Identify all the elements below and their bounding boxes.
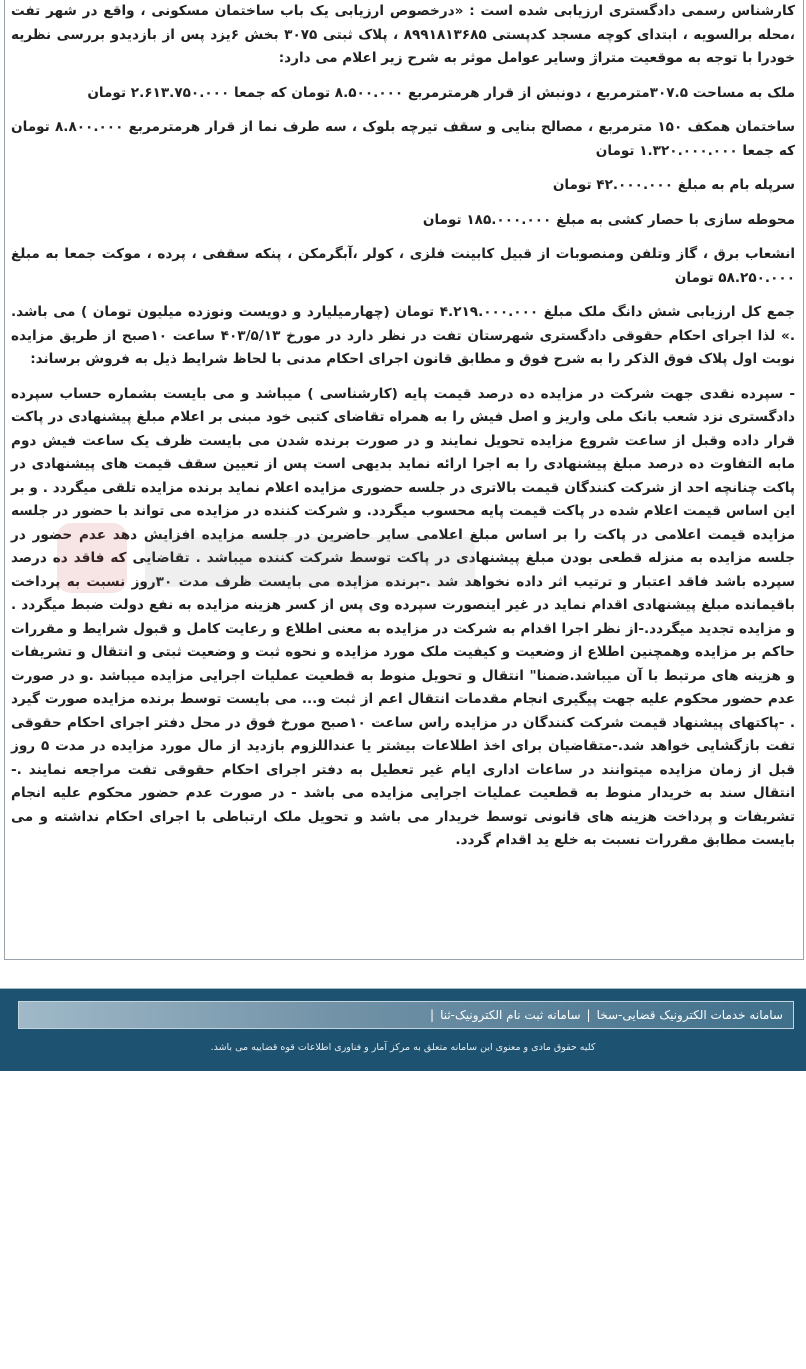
document-panel bbox=[4, 0, 804, 960]
paragraph-yard: محوطه سازی با حصار کشی به مبلغ ۱۸۵.۰۰۰.۰۰۰ تومان bbox=[422, 211, 795, 228]
paragraph-building: ساختمان همکف ۱۵۰ مترمربع ، مصالح بنایی و سقف تیرچه بلوک ، سه طرف نما از قرار هرمترمربع ۸.۸۰۰.۰۰۰ تومان که جمعا ۱.۳۲۰.۰۰۰.۰۰۰ تومان bbox=[11, 119, 795, 159]
paragraph-land: ملک به مساحت ۳۰۷.۵مترمربع ، دونبش از قرار هرمترمربع ۸.۵۰۰.۰۰۰ تومان که جمعا ۲.۶۱۳.۷۵۰.۰۰۰ تومان bbox=[87, 84, 795, 101]
footer-separator-end: | bbox=[430, 1008, 435, 1022]
paragraph-intro: کارشناس رسمی دادگستری ارزیابی شده است : «درخصوص ارزیابی یک باب ساختمان مسکونی ، واقع در شهر تفت ،محله برالسویه ، ابتدای کوچه مسجد کدپستی ۸۹۹۱۸۱۳۶۸۵ ، پلاک ثبتی ۳۰۷۵ بخش ۶یزد پس از بازدیدو بررسی نظریه خودرا با توجه به موقعیت متراژ وسایر عوامل موثر به شرح زیر اعلام می دارد: bbox=[11, 3, 795, 66]
paragraph-conditions: - سپرده نقدی جهت شرکت در مزایده ده درصد قیمت پایه (کارشناسی ) میباشد و می بایست بشماره حساب سپرده دادگستری نزد شعب بانک ملی واریز و اصل فیش را به همراه تقاضای کتبی خود مبنی بر اعلام مبلغ پیشنهادی در پاکت قرار داده وقبل از ساعت شروع مزایده تحویل نمایند و در صورت برنده شدن می بایست ظرف یک ساعت فیش دوم مابه التفاوت ده درصد مبلغ پیشنهادی را به اجرا ارائه نماید بدیهی است پس از تعیین سقف قیمت های پیشنهادی در پاکت چنانچه احد از شرکت کنندگان قیمت بالاتری در جلسه حضوری مزایده اعلام نماید برنده مزایده تلقی میگردد . و بر این اساس قیمت اعلام شده در پاکت قیمت پایه محسوب میگردد. و شرکت کننده در مزایده می تواند با حضور در جلسه مزایده قیمت اعلامی در پاکت را بر اساس مبلغ اعلامی سایر حاضرین در جلسه مزایده افزایش دهد عدم حضور در جلسه مزایده به منزله قطعی بودن مبلغ پیشنهادی در پاکت توسط شرکت کننده میباشد . تقاضایی که فاقد ده درصد سپرده باشد فاقد اعتبار و ترتیب اثر داده نخواهد شد .-برنده مزایده می بایست ظرف مدت ۳۰روز نسبت به پرداخت باقیمانده مبلغ پیشنهادی اقدام نماید در غیر اینصورت سپرده وی پس از کسر هزینه مزایده به نفع دولت ضبط میگردد . و مزایده تجدید میگردد.-از نظر اجرا اقدام به شرکت در مزایده به معنی اطلاع و رعایت کامل و قبول شرایط و مقررات حاکم بر مزایده وهمچنین اطلاع از وضعیت و کیفیت ملک مورد مزایده و نحوه ثبت و وضعیت ثبتی و انتقال و تشریفات و هزینه های مرتبط با آن میباشد.ضمنا" انتقال و تحویل منوط به قطعیت عملیات اجرایی مزایده میباشد .و در صورت عدم حضور محکوم علیه جهت پیگیری انجام مقدمات انتقال اعم از ثبت و... می بایست توسط برنده مزایده صورت گیرد . -پاکتهای پیشنهاد قیمت شرکت کنندگان در مزایده راس ساعت ۱۰صبح مورخ فوق در محل دفتر اجرای احکام حقوقی تفت بازگشایی خواهد شد.-متقاضیان برای اخذ اطلاعات بیشتر یا عنداللزوم بازدید از مال مورد مزایده در مدت ۵ روز قبل از زمان مزایده میتوانند در ساعات اداری ایام غیر تعطیل به دفتر اجرای احکام حقوقی تفت مراجعه نمایند .- انتقال سند به خریدار منوط به قطعیت عملیات اجرایی مزایده می باشد - در صورت عدم حضور محکوم علیه انجام تشریفات و پرداخت هزینه های قانونی توسط خریدار می باشد و تحویل ملک ارتباطی با اجرای احکام نداشته و می بایست مطابق مقررات نسبت به خلع ید اقدام گردد. bbox=[11, 385, 795, 848]
document-body bbox=[5, 0, 803, 853]
paragraph-stairwell: سرپله بام به مبلغ ۴۲.۰۰۰.۰۰۰ تومان bbox=[552, 177, 795, 193]
footer-links-bar bbox=[18, 1001, 794, 1029]
paragraph-total: جمع کل ارزیابی شش دانگ ملک مبلغ ۴.۲۱۹.۰۰۰.۰۰۰ تومان (چهارمیلیارد و دویست ونوزده میلیون تومان ) می باشد. .» لذا اجرای احکام حقوقی دادگستری شهرستان تفت در نظر دارد در مورخ ۴۰۳/۵/۱۳ ساعت ۱۰صبح از طریق مزایده نوبت اول پلاک فوق الذکر را به شرح فوق و مطابق قانون اجرای احکام مدنی با لحاظ شرایط ذیل به فروش برساند: bbox=[11, 304, 795, 367]
link-sakha[interactable]: سامانه خدمات الکترونیک قضایی-سخا bbox=[596, 1008, 783, 1022]
footer-separator: | bbox=[586, 1008, 591, 1022]
link-sana[interactable]: سامانه ثبت نام الکترونیک-ثنا bbox=[440, 1008, 581, 1022]
paragraph-utilities: انشعاب برق ، گاز وتلفن ومنصوبات از قبیل کابینت فلزی ، کولر ،آبگرمکن ، پنکه سقفی ، پرده ، موکت جمعا به مبلغ ۵۸.۲۵۰.۰۰۰ تومان bbox=[11, 246, 795, 286]
footer bbox=[0, 988, 806, 1071]
footer-copyright: کلیه حقوق مادی و معنوی این سامانه متعلق به مرکز آمار و فناوری اطلاعات قوه قضاییه می باشد. bbox=[210, 1042, 596, 1053]
